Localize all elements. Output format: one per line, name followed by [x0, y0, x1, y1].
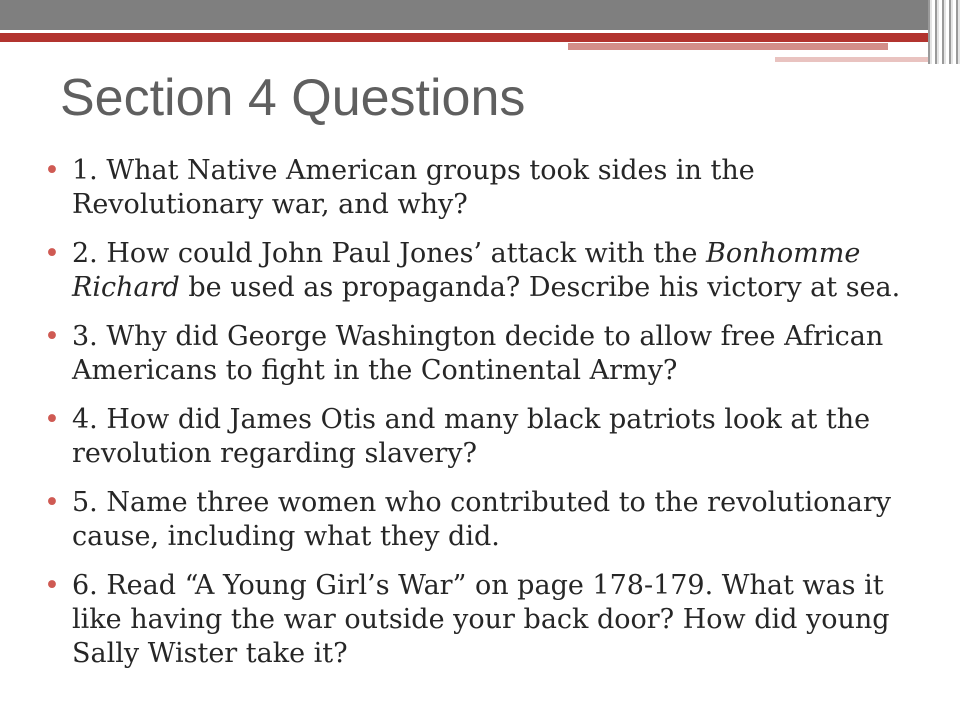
question-line: 4. How did James Otis and many black patriots look at the: [72, 404, 871, 435]
question-line: [72, 237, 952, 271]
question-item-1: [44, 154, 952, 222]
question-list: [44, 154, 952, 686]
question-line: cause, including what they did.: [72, 521, 500, 552]
question-line: Revolutionary war, and why?: [72, 189, 468, 220]
header-gray-bar: [0, 0, 960, 30]
bullet-marker: •: [44, 404, 60, 435]
slide-title: Section 4 Questions: [60, 69, 526, 127]
header-pink-stripe: [568, 43, 888, 50]
question-line: like having the war outside your back door? How did young: [72, 604, 890, 635]
question-line: 6. Read “A Young Girl’s War” on page 178-179. What was it: [72, 570, 884, 601]
question-item-3: [44, 320, 952, 388]
question-line: [72, 271, 952, 305]
question-line: Americans to fight in the Continental Army?: [72, 355, 678, 386]
question-text-segment: be used as propaganda? Describe his victory at sea.: [179, 272, 901, 303]
corner-vertical-stripes: [928, 0, 960, 64]
ship-name-segment: Bonhomme: [706, 238, 861, 269]
question-line: Sally Wister take it?: [72, 638, 348, 669]
ship-name-segment: Richard: [72, 272, 180, 303]
bullet-marker: •: [44, 321, 60, 352]
question-item-6: [44, 569, 952, 671]
question-line: revolution regarding slavery?: [72, 438, 477, 469]
bullet-marker: •: [44, 487, 60, 518]
question-item-4: [44, 403, 952, 471]
bullet-marker: •: [44, 238, 60, 269]
header-red-stripe: [0, 33, 930, 42]
question-item-5: [44, 486, 952, 554]
bullet-marker: •: [44, 570, 60, 601]
bullet-marker: •: [44, 155, 60, 186]
question-text-segment: 2. How could John Paul Jones’ attack with the: [72, 238, 706, 269]
question-line: 3. Why did George Washington decide to allow free African: [72, 321, 884, 352]
question-item-2: [44, 237, 952, 305]
question-line: 5. Name three women who contributed to the revolutionary: [72, 487, 891, 518]
question-line: 1. What Native American groups took sides in the: [72, 155, 755, 186]
